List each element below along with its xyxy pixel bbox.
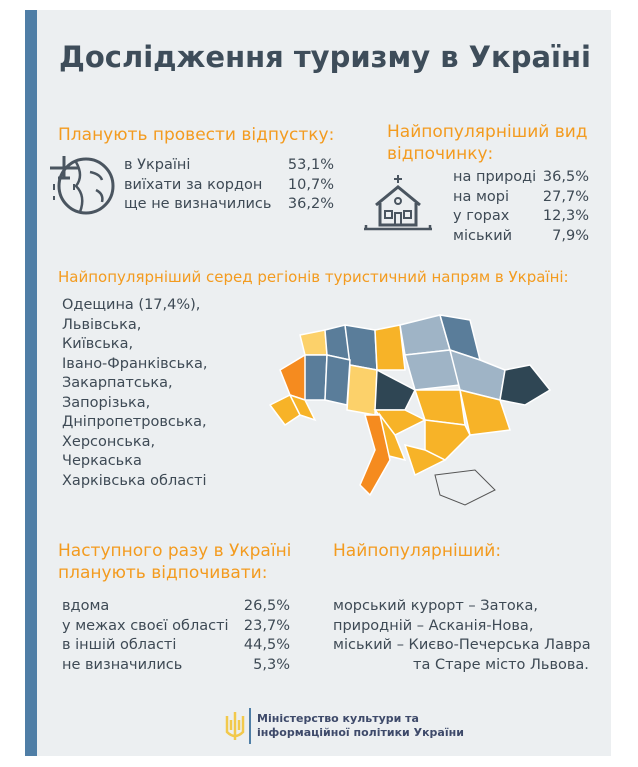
list-item: вдома 26,5% xyxy=(62,598,290,614)
list-item: ще не визначились 36,2% xyxy=(124,196,334,212)
ministry-name: Міністерство культури та інформаційної політики України xyxy=(257,712,464,739)
list-item: міський – Києво-Печерська Лавра xyxy=(333,637,591,653)
region-volyn xyxy=(300,330,327,355)
list-item: природній – Асканія-Нова, xyxy=(333,617,534,634)
region-ternopil xyxy=(305,355,327,400)
trident-emblem-icon xyxy=(224,710,246,746)
list-item: виїхати за кордон 10,7% xyxy=(124,176,334,193)
list-item: Харківська області xyxy=(62,472,207,489)
side-accent-bar xyxy=(25,10,37,756)
kind-list xyxy=(453,168,589,246)
kind-heading: Найпопулярніший вид відпочинку: xyxy=(387,122,588,164)
next-list xyxy=(62,597,290,675)
list-item: Одещина (17,4%), xyxy=(62,297,201,313)
region-cherkasy xyxy=(375,370,415,410)
list-item: на природі 36,5% xyxy=(453,169,589,185)
list-item: Закарпатська, xyxy=(62,375,173,391)
list-item: Київська, xyxy=(62,336,134,352)
ukraine-regions-map xyxy=(265,310,565,510)
list-item: морський курорт – Затока, xyxy=(333,598,539,614)
popular-heading: Найпопулярніший: xyxy=(333,541,502,561)
page-title: Дослідження туризму в Україні xyxy=(59,40,591,74)
next-heading: Наступного разу в Україні планують відпочивати: xyxy=(58,541,292,583)
plans-heading: Планують провести відпустку: xyxy=(58,125,335,145)
popular-list xyxy=(333,597,591,675)
list-item: Запорізька, xyxy=(62,394,151,411)
list-item: у межах своєї області 23,7% xyxy=(62,617,290,634)
list-item: Дніпропетровська, xyxy=(62,414,207,430)
region-crimea xyxy=(435,470,495,505)
list-item: Херсонська, xyxy=(62,433,156,450)
list-item: міський 7,9% xyxy=(453,227,589,244)
footer-divider xyxy=(249,708,251,744)
plans-list xyxy=(124,156,334,215)
list-item: Львівська, xyxy=(62,316,142,333)
list-item: Івано-Франківська, xyxy=(62,355,208,372)
region-luhansk xyxy=(500,365,550,405)
list-item: Черкаська xyxy=(62,453,142,469)
regions-list xyxy=(62,296,207,491)
list-item: у горах 12,3% xyxy=(453,208,589,224)
list-item: в іншій області 44,5% xyxy=(62,637,290,653)
list-item: не визначились 5,3% xyxy=(62,656,290,673)
list-item: в Україні 53,1% xyxy=(124,157,334,173)
plane-globe-icon xyxy=(46,150,116,220)
region-khmelnytskyi xyxy=(325,355,350,405)
list-item: на морі 27,7% xyxy=(453,188,589,205)
list-item: та Старе місто Львова. xyxy=(413,656,589,673)
regions-heading: Найпопулярніший серед регіонів туристичний напрям в Україні: xyxy=(58,268,569,286)
house-icon xyxy=(360,175,435,237)
region-vinnytsia xyxy=(347,365,377,415)
